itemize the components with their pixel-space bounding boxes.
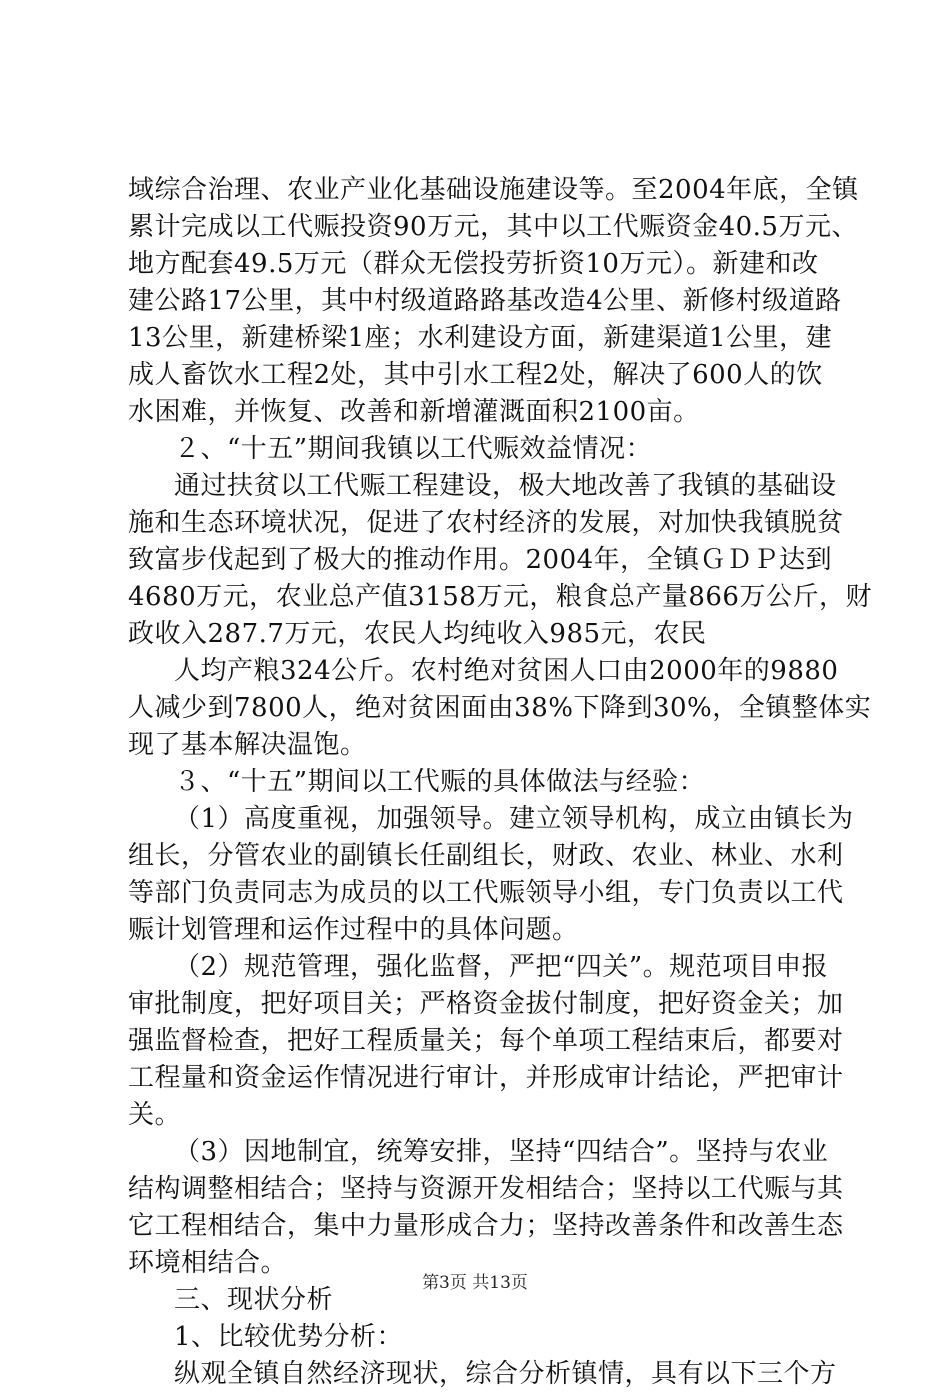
text-line: 强监督检查，把好工程质量关；每个单项工程结束后，都要对: [128, 1026, 844, 1056]
text-line: 人减少到7800人，绝对贫困面由38%下降到30%，全镇整体实: [128, 693, 872, 723]
text-line: 地方配套49.5万元（群众无偿投劳折资10万元）。新建和改: [128, 249, 819, 279]
text-line: 通过扶贫以工代赈工程建设，极大地改善了我镇的基础设: [174, 471, 837, 501]
text-line: 工程量和资金运作情况进行审计，并形成审计结论，严把审计: [128, 1063, 844, 1093]
text-line: 1、比较优势分析：: [174, 1322, 404, 1352]
text-line: 环境相结合。: [128, 1248, 288, 1278]
text-line: 政收入287.7万元，农民人均纯收入985元，农民: [128, 619, 707, 649]
text-line: 建公路17公里，其中村级道路路基改造4公里、新修村级道路: [128, 286, 842, 316]
text-line: 现了基本解决温饱。: [128, 730, 367, 760]
text-line: 域综合治理、农业产业化基础设施建设等。至2004年底，全镇: [128, 175, 859, 205]
document-body: [128, 172, 872, 1393]
text-line: 人均产粮324公斤。农村绝对贫困人口由2000年的9880: [174, 656, 839, 686]
text-line: 累计完成以工代赈投资90万元，其中以工代赈资金40.5万元、: [128, 212, 858, 242]
text-line: 成人畜饮水工程2处，其中引水工程2处，解决了600人的饮: [128, 360, 823, 390]
text-line: 审批制度，把好项目关；严格资金拔付制度，把好资金关；加: [128, 989, 844, 1019]
text-line: 水困难，并恢复、改善和新增灌溉面积2100亩。: [128, 397, 700, 427]
text-line: 赈计划管理和运作过程中的具体问题。: [128, 915, 579, 945]
text-line: 结构调整相结合；坚持与资源开发相结合；坚持以工代赈与其: [128, 1174, 844, 1204]
text-line: 致富步伐起到了极大的推动作用。2004年，全镇ＧＤＰ达到: [128, 545, 833, 575]
text-line: 它工程相结合，集中力量形成合力；坚持改善条件和改善生态: [128, 1211, 844, 1241]
text-line: 13公里，新建桥梁1座；水利建设方面，新建渠道1公里，建: [128, 323, 833, 353]
text-line: 纵观全镇自然经济现状，综合分析镇情，具有以下三个方: [174, 1359, 837, 1389]
text-line: ３、“十五”期间以工代赈的具体做法与经验：: [174, 767, 706, 797]
text-line: ２、“十五”期间我镇以工代赈效益情况：: [174, 434, 653, 464]
text-line: 等部门负责同志为成员的以工代赈领导小组，专门负责以工代: [128, 878, 844, 908]
text-line: 施和生态环境状况，促进了农村经济的发展，对加快我镇脱贫: [128, 508, 844, 538]
text-line: （1）高度重视，加强领导。建立领导机构，成立由镇长为: [174, 804, 854, 834]
text-line: 组长，分管农业的副镇长任副组长，财政、农业、林业、水利: [128, 841, 844, 871]
text-line: （2）规范管理，强化监督，严把“四关”。规范项目申报: [174, 952, 829, 982]
text-line: 三、现状分析: [174, 1285, 334, 1315]
text-line: （3）因地制宜，统筹安排，坚持“四结合”。坚持与农业: [174, 1137, 829, 1167]
page-footer: 第3页 共13页: [422, 1273, 528, 1293]
text-line: 关。: [128, 1100, 182, 1130]
text-line: 4680万元，农业总产值3158万元，粮食总产量866万公斤，财: [128, 582, 872, 612]
